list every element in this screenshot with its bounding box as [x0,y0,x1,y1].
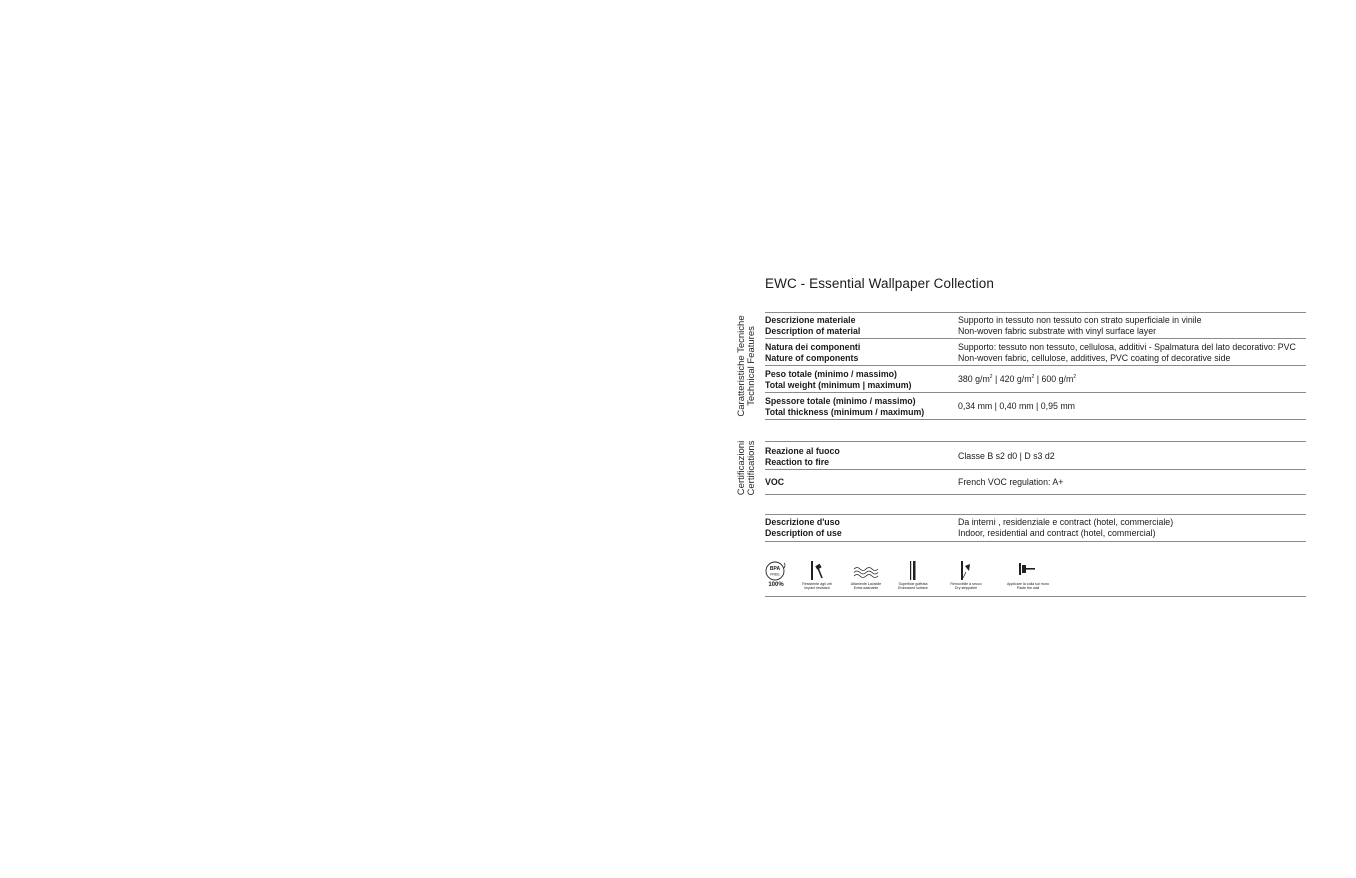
feature-caption-it: Resistente agli urti [802,582,832,586]
weight-mid: | 420 g/m [992,374,1032,384]
feature-bpa-free [765,560,787,589]
divider [765,596,1306,597]
feature-extra-washable [847,560,885,590]
bpa-badge-bottom: FREE [770,572,780,577]
divider [765,312,1306,313]
divider [765,469,1306,470]
section-label-technical-it: Caratteristiche Tecniche [736,315,747,417]
feature-dry-strippable [947,560,985,590]
feature-caption [1003,582,1053,590]
weight-min: 380 g/m [958,374,990,384]
section-label-technical-en: Technical Features [746,326,757,406]
feature-caption-it: Altamente Lavabile [850,582,882,586]
feature-caption-en: Embossed surface [898,586,928,590]
page-title: EWC - Essential Wallpaper Collection [765,276,994,291]
feature-caption-it: Superficie goffrata [898,582,928,586]
section-label-certifications [737,437,757,499]
embossed-surface-icon [907,560,919,582]
row-value: Classe B s2 d0 | D s3 d2 [958,451,1055,461]
divider [765,541,1306,542]
weight-max: | 600 g/m [1034,374,1074,384]
row-label [765,342,860,364]
row-label [765,369,911,391]
row-value: 0,34 mm | 0,40 mm | 0,95 mm [958,401,1076,411]
paste-the-wall-icon [1017,560,1039,582]
row-value-en: Indoor, residential and contract (hotel, commercial) [958,528,1156,538]
divider [765,514,1306,515]
row-label-en: Nature of components [765,353,859,363]
row-label [765,396,924,418]
row-value [958,517,1173,539]
divider [765,494,1306,495]
section-label-certifications-it: Certificazioni [736,440,747,496]
row-value: French VOC regulation: A+ [958,477,1064,487]
feature-caption-en: Paste the wall [1016,586,1040,590]
row-label: VOC [765,477,785,487]
bpa-free-icon [765,560,787,582]
divider [765,365,1306,366]
row-label-it: Peso totale (minimo / massimo) [765,369,897,379]
row-value [958,342,1296,364]
feature-caption-en: Impact resistant [804,586,830,590]
feature-embossed-surface [895,560,931,590]
row-label-en: Description of use [765,528,842,538]
row-value [958,315,1202,337]
row-label-en: Description of material [765,326,861,336]
extra-washable-icon [853,560,879,582]
bpa-percentage: 100% [768,582,784,588]
row-label-it: Descrizione d'uso [765,517,840,527]
bpa-badge-top: BPA [769,566,781,572]
feature-impact-resistant [799,560,835,590]
section-label-technical [737,309,757,423]
row-value-it: Da interni , residenziale e contract (hotel, commerciale) [958,517,1174,527]
row-label-en: Total thickness (minimum / maximum) [765,407,925,417]
feature-caption-en: Dry strippable [954,586,978,590]
row-value-it: Supporto in tessuto non tessuto con strato superficiale in vinile [958,315,1202,325]
dry-strippable-icon [957,560,975,582]
row-label-en: Reaction to fire [765,457,830,467]
row-label-it: Natura dei componenti [765,342,861,352]
row-label-it: Reazione al fuoco [765,446,840,456]
unit-superscript: 2 [1073,374,1077,380]
row-value-en: Non-woven fabric, cellulose, additives, PVC coating of decorative side [958,353,1231,363]
feature-caption-en: Extra washable [853,586,879,590]
divider [765,392,1306,393]
feature-paste-the-wall [1003,560,1053,590]
divider [765,338,1306,339]
row-label [765,517,842,539]
feature-icons [765,560,1065,596]
impact-resistant-icon [807,560,827,582]
row-label [765,446,840,468]
row-label-it: Descrizione materiale [765,315,856,325]
unit-superscript: 2 [1031,374,1035,380]
divider [765,419,1306,420]
feature-caption-it: Removibile a secco [950,582,982,586]
feature-caption-it: Applicare la colla sul muro [1007,582,1049,586]
row-label [765,315,860,337]
divider [765,441,1306,442]
row-value-en: Non-woven fabric substrate with vinyl surface layer [958,326,1157,336]
row-value [958,374,1076,385]
feature-caption [847,582,885,590]
row-label-en: Total weight (minimum | maximum) [765,380,912,390]
feature-caption [895,582,931,590]
weight-value [958,374,1076,384]
unit-superscript: 2 [989,374,993,380]
row-label-it: Spessore totale (minimo / massimo) [765,396,916,406]
feature-caption [947,582,985,590]
row-value-it: Supporto: tessuto non tessuto, cellulosa, additivi - Spalmatura del lato decorativo: PVC [958,342,1296,352]
feature-caption [799,582,835,590]
section-label-certifications-en: Certifications [746,440,757,496]
